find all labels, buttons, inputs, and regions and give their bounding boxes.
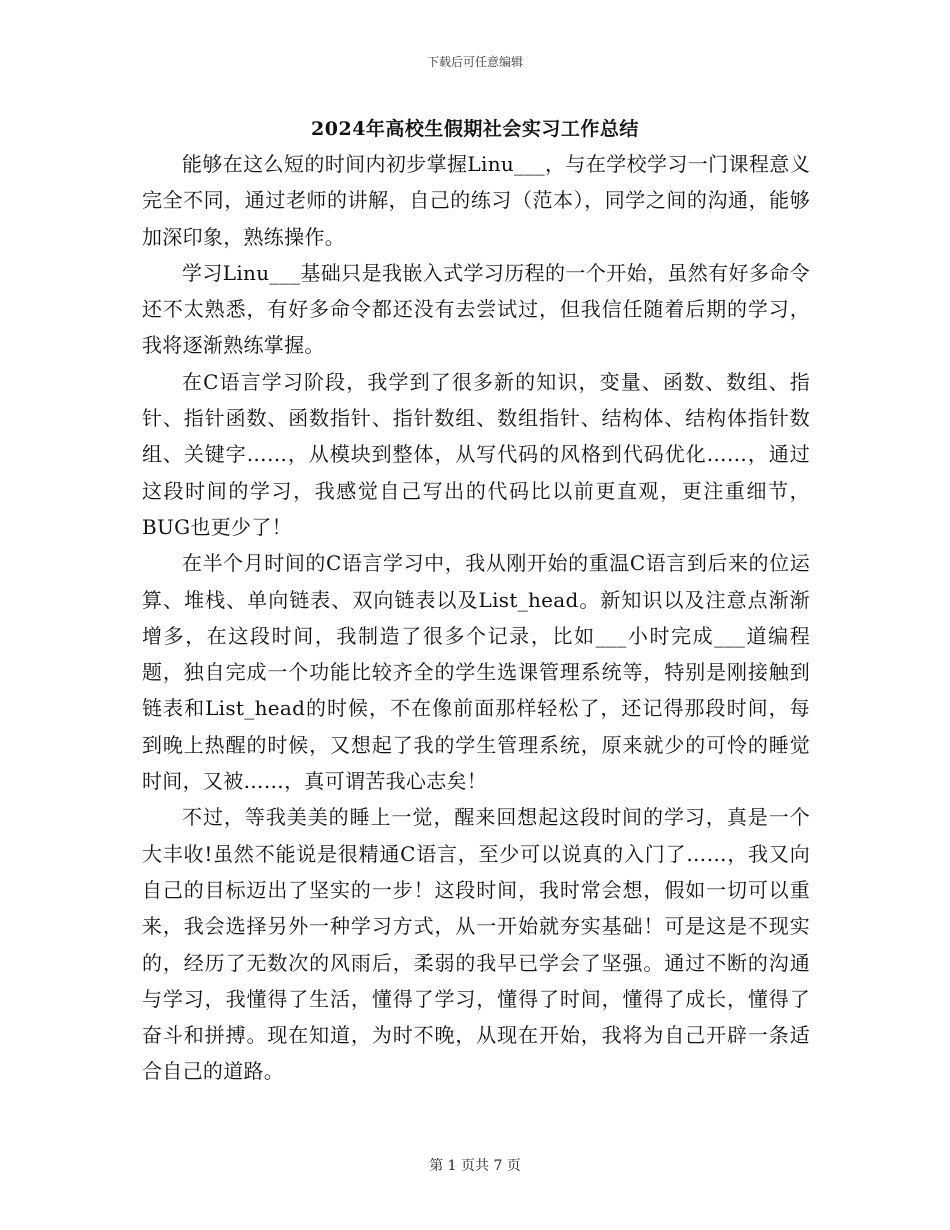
header-note: 下载后可任意编辑 <box>426 55 523 69</box>
paragraph-4: 在半个月时间的C语言学习中，我从刚开始的重温C语言到后来的位运算、堆栈、单向链表、双向链表以及List_head。新知识以及注意点渐渐增多，在这段时间，我制造了很多个记录，比如___小时完成___道编程题，独自完成一个功能比较齐全的学生选课管理系统等，特别是刚接触到链表和List_head的时候，不在像前面那样轻松了，还记得那段时间，每到晚上热醒的时候，又想起了我的学生管理系统，原来就少的可怜的睡觉时间，又被……，真可谓苦我心志矣！ <box>142 551 810 794</box>
document-body <box>142 146 810 1090</box>
paragraph-3: 在C语言学习阶段，我学到了很多新的知识，变量、函数、数组、指针、指针函数、函数指针、指针数组、数组指针、结构体、结构体指针数组、关键字……，从模块到整体，从写代码的风格到代码优化……，通过这段时间的学习，我感觉自己写出的代码比以前更直观，更注重细节，BUG也更少了！ <box>142 369 810 539</box>
paragraph-1: 能够在这么短的时间内初步掌握Linu___，与在学校学习一门课程意义完全不同，通过老师的讲解，自己的练习（范本），同学之间的沟通，能够加深印象，熟练操作。 <box>142 152 810 249</box>
paragraph-2: 学习Linu___基础只是我嵌入式学习历程的一个开始，虽然有好多命令还不太熟悉，有好多命令都还没有去尝试过，但我信任随着后期的学习，我将逐渐熟练掌握。 <box>142 260 810 358</box>
paragraph-5: 不过，等我美美的睡上一觉，醒来回想起这段时间的学习，真是一个大丰收!虽然不能说是很精通C语言，至少可以说真的入门了……，我又向自己的目标迈出了坚实的一步！这段时间，我时常会想，假如一切可以重来，我会选择另外一种学习方式，从一开始就夯实基础！可是这是不现实的，经历了无数次的风雨后，柔弱的我早已学会了坚强。通过不断的沟通与学习，我懂得了生活，懂得了学习，懂得了时间，懂得了成长，懂得了奋斗和拼搏。现在知道，为时不晚，从现在开始，我将为自己开辟一条适合自己的道路。 <box>142 805 810 1084</box>
page-number: 第 1 页共 7 页 <box>429 1158 521 1174</box>
document-title: 2024年高校生假期社会实习工作总结 <box>311 118 639 140</box>
